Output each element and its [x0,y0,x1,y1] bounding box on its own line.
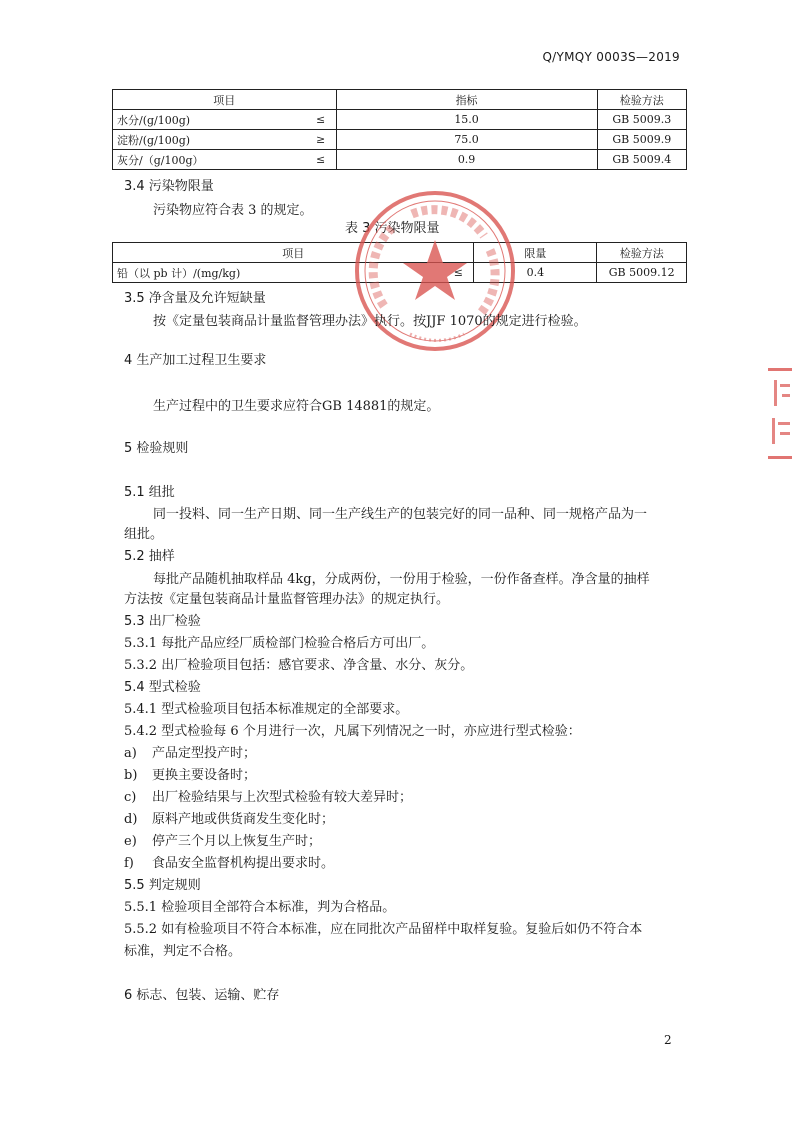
paragraph: 5.3.2 出厂检验项目包括：感官要求、净含量、水分、灰分。 [124,658,474,673]
table-header-cell: 检验方法 [597,90,686,110]
table-cell: 铅（以 pb 计）/(mg/kg) [113,263,444,283]
page-number: 2 [664,1033,672,1047]
section-heading: 5.1 组批 [124,485,175,500]
table-cell: 水分/(g/100g) [113,110,306,130]
list-text: 出厂检验结果与上次型式检验有较大差异时； [152,790,413,805]
table-cell: 0.9 [336,150,597,170]
list-label: b) [124,768,138,783]
section-heading: 4 生产加工过程卫生要求 [124,353,267,368]
list-label: e) [124,834,137,849]
table-cell: GB 5009.12 [597,263,687,283]
paragraph-line: 方法按《定量包装商品计量监督管理办法》的规定执行。 [124,592,450,607]
table-cell: ≤ [306,110,337,130]
list-label: d) [124,812,138,827]
list-item [124,767,256,785]
list-label: a) [124,746,137,761]
paragraph-line: 同一投料、同一生产日期、同一生产线生产的包装完好的同一品种、同一规格产品为一 [153,507,648,522]
table-cell: 75.0 [336,130,597,150]
table-header-cell: 限量 [474,243,597,263]
list-item [124,855,334,873]
list-text: 食品安全监督机构提出要求时。 [152,856,335,871]
list-text: 更换主要设备时； [152,768,257,783]
section-heading: 3.4 污染物限量 [124,179,214,194]
table-cell: ≤ [306,150,337,170]
section-heading: 5.3 出厂检验 [124,614,201,629]
paragraph: 生产过程中的卫生要求应符合GB 14881的规定。 [153,399,440,414]
table-row [113,150,687,170]
table-cell: 淀粉/(g/100g) [113,130,306,150]
paragraph-line: 每批产品随机抽取样品 4kg，分成两份，一份用于检验，一份作备查样。净含量的抽样 [153,572,650,587]
table-cell: GB 5009.3 [597,110,686,130]
table-cell: ≤ [443,263,474,283]
table-cell: ≥ [306,130,337,150]
list-item [124,789,412,807]
table-cell: 0.4 [474,263,597,283]
paragraph: 5.4.2 型式检验每 6 个月进行一次，凡属下列情况之一时，亦应进行型式检验： [124,724,581,739]
section-heading: 5 检验规则 [124,441,189,456]
list-text: 停产三个月以上恢复生产时； [152,834,322,849]
section-heading: 5.5 判定规则 [124,878,201,893]
paragraph-line: 5.5.2 如有检验项目不符合本标准，应在同批次产品留样中取样复验。复验后如仍不符合本 [124,922,643,937]
section-heading: 6 标志、包装、运输、贮存 [124,988,280,1003]
table-caption: 表 3 污染物限量 [345,221,440,236]
list-item [124,811,334,829]
table-header-cell: 项目 [113,90,337,110]
list-label: c) [124,790,137,805]
list-label: f) [124,856,134,871]
quality-table [112,89,687,170]
table-cell: GB 5009.4 [597,150,686,170]
table-cell: GB 5009.9 [597,130,686,150]
list-text: 产品定型投产时； [152,746,257,761]
table-header-row [113,90,687,110]
paragraph: 5.4.1 型式检验项目包括本标准规定的全部要求。 [124,702,409,717]
table-header-cell: 项目 [113,243,474,263]
section-heading: 5.4 型式检验 [124,680,201,695]
paragraph-line: 组批。 [124,527,164,542]
table-header-cell: 检验方法 [597,243,687,263]
paragraph: 污染物应符合表 3 的规定。 [153,203,313,218]
table-row [113,130,687,150]
table-row [113,110,687,130]
standard-number: Q/YMQY 0003S—2019 [542,50,680,64]
list-text: 原料产地或供货商发生变化时； [152,812,335,827]
list-item [124,833,321,851]
table-header-cell: 指标 [336,90,597,110]
section-heading: 3.5 净含量及允许短缺量 [124,291,266,306]
paragraph: 5.3.1 每批产品应经厂质检部门检验合格后方可出厂。 [124,636,435,651]
paragraph: 5.5.1 检验项目全部符合本标准，判为合格品。 [124,900,396,915]
table-cell: 15.0 [336,110,597,130]
paragraph-line: 标准，判定不合格。 [124,944,242,959]
table-cell: 灰分/（g/100g） [113,150,306,170]
list-item [124,745,256,763]
section-heading: 5.2 抽样 [124,549,175,564]
edge-stamp-fragment [764,360,792,470]
paragraph: 按《定量包装商品计量监督管理办法》执行。按JJF 1070的规定进行检验。 [153,314,587,329]
